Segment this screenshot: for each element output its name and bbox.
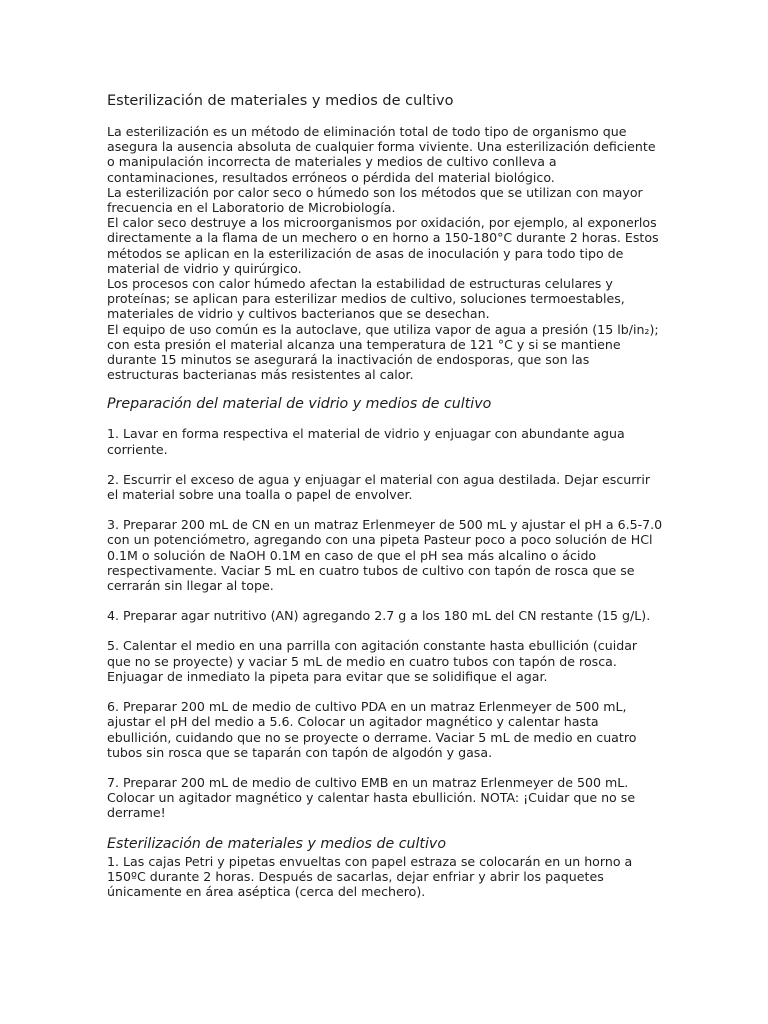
section-heading-sterilization: Esterilización de materiales y medios de cultivo	[107, 835, 447, 852]
step-item: 7. Preparar 200 mL de medio de cultivo EMB en un matraz Erlenmeyer de 500 mL. Colocar un agitador magnético y calentar hasta ebullición. NOTA: ¡Cuidar que no se derrame!	[107, 774, 636, 821]
step-item: 6. Preparar 200 mL de medio de cultivo PDA en un matraz Erlenmeyer de 500 mL, ajustar el pH del medio a 5.6. Colocar un agitador magnético y calentar hasta ebullición, cuidando que no se proyecte o derrame. Vaciar 5 mL de medio en cuatro tubos sin rosca que se taparán con tapón de algodón y gasa.	[107, 699, 637, 760]
intro-paragraph: Los procesos con calor húmedo afectan la estabilidad de estructuras celulares y proteínas; se aplican para esterilizar medios de cultivo, soluciones termoestables, materiales de vidrio y cultivos bacterianos que se desechan.	[107, 276, 625, 322]
section-heading-preparation: Preparación del material de vidrio y medios de cultivo	[107, 396, 492, 413]
document-page	[107, 92, 667, 899]
intro-paragraph: La esterilización por calor seco o húmedo son los métodos que se utilizan con mayor frecuencia en el Laboratorio de Microbiología.	[107, 184, 643, 216]
step-item: 4. Preparar agar nutritivo (AN) agregando 2.7 g a los 180 mL del CN restante (15 g/L).	[107, 608, 651, 624]
intro-paragraph: La esterilización es un método de eliminación total de todo tipo de organismo que asegura la ausencia absoluta de cualquier forma viviente. Una esterilización deficiente o manipulación incorrecta de materiales y medios de cultivo conlleva a contaminaciones, resultados erróneos o pérdida del material biológico.	[107, 124, 656, 185]
step-item: 1. Las cajas Petri y pipetas envueltas con papel estraza se colocarán en un horno a 150ºC durante 2 horas. Después de sacarlas, dejar enfriar y abrir los paquetes únicamente en área aséptica (cerca del mechero).	[107, 853, 633, 899]
document-title: Esterilización de materiales y medios de cultivo	[107, 93, 454, 109]
intro-paragraph: El calor seco destruye a los microorganismos por oxidación, por ejemplo, al exponerlos directamente a la flama de un mechero o en horno a 150-180°C durante 2 horas. Estos métodos se aplican en la esterilización de asas de inoculación y para todo tipo de material de vidrio y quirúrgico.	[107, 215, 659, 276]
intro-section	[107, 124, 667, 382]
step-item: 1. Lavar en forma respectiva el material de vidrio y enjuagar con abundante agua corriente.	[107, 426, 625, 457]
preparation-steps	[107, 426, 667, 820]
step-item: 3. Preparar 200 mL de CN en un matraz Erlenmeyer de 500 mL y ajustar el pH a 6.5-7.0 con un potenciómetro, agregando con una pipeta Pasteur poco a poco solución de HCl 0.1M o solución de NaOH 0.1M en caso de que el pH sea más alcalino o ácido respectivamente. Vaciar 5 mL en cuatro tubos de cultivo con tapón de rosca que se cerrarán sin llegar al tope.	[107, 517, 663, 594]
sterilization-steps	[107, 854, 667, 900]
step-item: 5. Calentar el medio en una parrilla con agitación constante hasta ebullición (cuidar que no se proyecte) y vaciar 5 mL de medio en cuatro tubos con tapón de rosca. Enjuagar de inmediato la pipeta para evitar que se solidifique el agar.	[107, 638, 638, 684]
step-item: 2. Escurrir el exceso de agua y enjuagar el material con agua destilada. Dejar escurrir el material sobre una toalla o papel de envolver.	[107, 471, 651, 503]
intro-paragraph: El equipo de uso común es la autoclave, que utiliza vapor de agua a presión (15 lb/in₂); con esta presión el material alcanza una temperatura de 121 °C y si se mantiene durante 15 minutos se asegurará la inactivación de endosporas, que son las estructuras bacterianas más resistentes al calor.	[107, 321, 659, 383]
